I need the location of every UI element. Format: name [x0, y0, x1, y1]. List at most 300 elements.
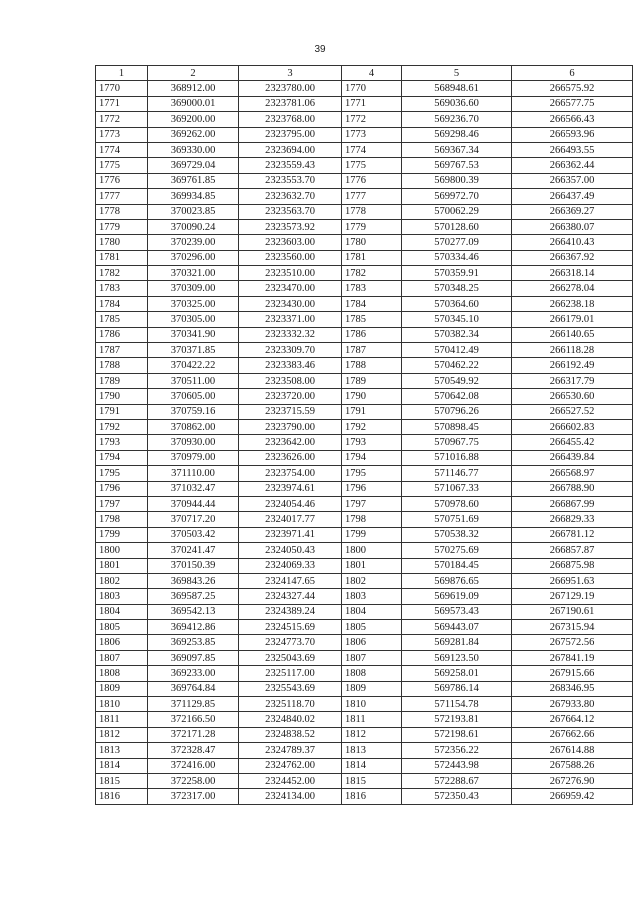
x-coordinate-cell: 571146.77 — [402, 466, 512, 481]
x-coordinate-cell: 370296.00 — [148, 250, 239, 265]
x-coordinate-cell: 370309.00 — [148, 281, 239, 296]
point-number-cell: 1787 — [96, 343, 148, 358]
x-coordinate-cell: 569443.07 — [402, 620, 512, 635]
x-coordinate-cell: 572350.43 — [402, 789, 512, 804]
point-number-cell: 1816 — [96, 789, 148, 804]
y-coordinate-cell: 267915.66 — [512, 666, 633, 681]
y-coordinate-cell: 268346.95 — [512, 681, 633, 696]
point-number-cell: 1783 — [96, 281, 148, 296]
x-coordinate-cell: 370090.24 — [148, 219, 239, 234]
x-coordinate-cell: 569298.46 — [402, 127, 512, 142]
point-number-cell: 1789 — [342, 373, 402, 388]
x-coordinate-cell: 572288.67 — [402, 773, 512, 788]
table-row — [96, 450, 633, 465]
x-coordinate-cell: 569767.53 — [402, 158, 512, 173]
column-header: 1 — [96, 66, 148, 81]
x-coordinate-cell: 569800.39 — [402, 173, 512, 188]
x-coordinate-cell: 369253.85 — [148, 635, 239, 650]
y-coordinate-cell: 266788.90 — [512, 481, 633, 496]
point-number-cell: 1779 — [342, 219, 402, 234]
x-coordinate-cell: 370422.22 — [148, 358, 239, 373]
point-number-cell: 1795 — [96, 466, 148, 481]
x-coordinate-cell: 570412.49 — [402, 343, 512, 358]
column-header: 2 — [148, 66, 239, 81]
point-number-cell: 1800 — [96, 543, 148, 558]
point-number-cell: 1782 — [342, 266, 402, 281]
x-coordinate-cell: 370717.20 — [148, 512, 239, 527]
y-coordinate-cell: 267572.56 — [512, 635, 633, 650]
x-coordinate-cell: 370305.00 — [148, 312, 239, 327]
y-coordinate-cell: 267315.94 — [512, 620, 633, 635]
y-coordinate-cell: 2323626.00 — [239, 450, 342, 465]
y-coordinate-cell: 266317.79 — [512, 373, 633, 388]
table-row — [96, 81, 633, 96]
y-coordinate-cell: 266238.18 — [512, 296, 633, 311]
x-coordinate-cell: 372171.28 — [148, 727, 239, 742]
y-coordinate-cell: 2324389.24 — [239, 604, 342, 619]
y-coordinate-cell: 267588.26 — [512, 758, 633, 773]
y-coordinate-cell: 2324838.52 — [239, 727, 342, 742]
x-coordinate-cell: 369233.00 — [148, 666, 239, 681]
y-coordinate-cell: 266568.97 — [512, 466, 633, 481]
point-number-cell: 1786 — [96, 327, 148, 342]
point-number-cell: 1801 — [96, 558, 148, 573]
table-row — [96, 496, 633, 511]
y-coordinate-cell: 2323795.00 — [239, 127, 342, 142]
y-coordinate-cell: 2324452.00 — [239, 773, 342, 788]
x-coordinate-cell: 569258.01 — [402, 666, 512, 681]
point-number-cell: 1807 — [96, 650, 148, 665]
point-number-cell: 1796 — [96, 481, 148, 496]
point-number-cell: 1798 — [96, 512, 148, 527]
table-row — [96, 697, 633, 712]
x-coordinate-cell: 372317.00 — [148, 789, 239, 804]
point-number-cell: 1772 — [342, 112, 402, 127]
y-coordinate-cell: 2323694.00 — [239, 142, 342, 157]
table-row — [96, 419, 633, 434]
point-number-cell: 1804 — [342, 604, 402, 619]
point-number-cell: 1797 — [96, 496, 148, 511]
x-coordinate-cell: 570538.32 — [402, 527, 512, 542]
x-coordinate-cell: 370371.85 — [148, 343, 239, 358]
table-row — [96, 296, 633, 311]
point-number-cell: 1780 — [96, 235, 148, 250]
table-row — [96, 604, 633, 619]
y-coordinate-cell: 2323781.06 — [239, 96, 342, 111]
x-coordinate-cell: 369843.26 — [148, 573, 239, 588]
table-header-row — [96, 66, 633, 81]
y-coordinate-cell: 266867.99 — [512, 496, 633, 511]
point-number-cell: 1808 — [96, 666, 148, 681]
y-coordinate-cell: 266118.28 — [512, 343, 633, 358]
x-coordinate-cell: 570359.91 — [402, 266, 512, 281]
y-coordinate-cell: 266566.43 — [512, 112, 633, 127]
x-coordinate-cell: 569619.09 — [402, 589, 512, 604]
y-coordinate-cell: 2324147.65 — [239, 573, 342, 588]
table-row — [96, 281, 633, 296]
point-number-cell: 1815 — [342, 773, 402, 788]
table-row — [96, 373, 633, 388]
point-number-cell: 1805 — [342, 620, 402, 635]
table-row — [96, 681, 633, 696]
table-row — [96, 512, 633, 527]
point-number-cell: 1775 — [96, 158, 148, 173]
x-coordinate-cell: 570345.10 — [402, 312, 512, 327]
y-coordinate-cell: 266857.87 — [512, 543, 633, 558]
y-coordinate-cell: 267276.90 — [512, 773, 633, 788]
x-coordinate-cell: 370321.00 — [148, 266, 239, 281]
point-number-cell: 1816 — [342, 789, 402, 804]
x-coordinate-cell: 370341.90 — [148, 327, 239, 342]
y-coordinate-cell: 2323383.46 — [239, 358, 342, 373]
table-row — [96, 158, 633, 173]
point-number-cell: 1812 — [96, 727, 148, 742]
point-number-cell: 1776 — [342, 173, 402, 188]
point-number-cell: 1774 — [96, 142, 148, 157]
x-coordinate-cell: 369764.84 — [148, 681, 239, 696]
point-number-cell: 1777 — [96, 189, 148, 204]
point-number-cell: 1770 — [342, 81, 402, 96]
y-coordinate-cell: 266602.83 — [512, 419, 633, 434]
x-coordinate-cell: 570382.34 — [402, 327, 512, 342]
y-coordinate-cell: 2323780.00 — [239, 81, 342, 96]
point-number-cell: 1790 — [96, 389, 148, 404]
x-coordinate-cell: 371032.47 — [148, 481, 239, 496]
y-coordinate-cell: 2323790.00 — [239, 419, 342, 434]
point-number-cell: 1808 — [342, 666, 402, 681]
x-coordinate-cell: 570642.08 — [402, 389, 512, 404]
y-coordinate-cell: 266362.44 — [512, 158, 633, 173]
table-row — [96, 758, 633, 773]
point-number-cell: 1814 — [96, 758, 148, 773]
y-coordinate-cell: 2324017.77 — [239, 512, 342, 527]
y-coordinate-cell: 266493.55 — [512, 142, 633, 157]
x-coordinate-cell: 370979.00 — [148, 450, 239, 465]
y-coordinate-cell: 2324515.69 — [239, 620, 342, 635]
x-coordinate-cell: 369262.00 — [148, 127, 239, 142]
table-row — [96, 773, 633, 788]
y-coordinate-cell: 266369.27 — [512, 204, 633, 219]
point-number-cell: 1803 — [96, 589, 148, 604]
table-row — [96, 435, 633, 450]
point-number-cell: 1805 — [96, 620, 148, 635]
point-number-cell: 1789 — [96, 373, 148, 388]
y-coordinate-cell: 2324054.46 — [239, 496, 342, 511]
y-coordinate-cell: 266875.98 — [512, 558, 633, 573]
x-coordinate-cell: 572356.22 — [402, 743, 512, 758]
y-coordinate-cell: 2323573.92 — [239, 219, 342, 234]
point-number-cell: 1782 — [96, 266, 148, 281]
y-coordinate-cell: 2323470.00 — [239, 281, 342, 296]
x-coordinate-cell: 570967.75 — [402, 435, 512, 450]
x-coordinate-cell: 569876.65 — [402, 573, 512, 588]
table-row — [96, 650, 633, 665]
table-row — [96, 481, 633, 496]
table-row — [96, 112, 633, 127]
y-coordinate-cell: 2323603.00 — [239, 235, 342, 250]
x-coordinate-cell: 369330.00 — [148, 142, 239, 157]
y-coordinate-cell: 266959.42 — [512, 789, 633, 804]
y-coordinate-cell: 2323971.41 — [239, 527, 342, 542]
table-row — [96, 727, 633, 742]
x-coordinate-cell: 569236.70 — [402, 112, 512, 127]
point-number-cell: 1813 — [342, 743, 402, 758]
point-number-cell: 1800 — [342, 543, 402, 558]
point-number-cell: 1809 — [96, 681, 148, 696]
point-number-cell: 1778 — [96, 204, 148, 219]
y-coordinate-cell: 267662.66 — [512, 727, 633, 742]
y-coordinate-cell: 2323559.43 — [239, 158, 342, 173]
x-coordinate-cell: 570978.60 — [402, 496, 512, 511]
x-coordinate-cell: 571154.78 — [402, 697, 512, 712]
y-coordinate-cell: 266437.49 — [512, 189, 633, 204]
y-coordinate-cell: 267841.19 — [512, 650, 633, 665]
y-coordinate-cell: 266530.60 — [512, 389, 633, 404]
y-coordinate-cell: 2325117.00 — [239, 666, 342, 681]
table-row — [96, 327, 633, 342]
y-coordinate-cell: 2323553.70 — [239, 173, 342, 188]
x-coordinate-cell: 370759.16 — [148, 404, 239, 419]
point-number-cell: 1784 — [342, 296, 402, 311]
table-row — [96, 666, 633, 681]
point-number-cell: 1779 — [96, 219, 148, 234]
table-body — [96, 81, 633, 804]
x-coordinate-cell: 570364.60 — [402, 296, 512, 311]
point-number-cell: 1807 — [342, 650, 402, 665]
point-number-cell: 1804 — [96, 604, 148, 619]
x-coordinate-cell: 568948.61 — [402, 81, 512, 96]
y-coordinate-cell: 2323510.00 — [239, 266, 342, 281]
x-coordinate-cell: 570277.09 — [402, 235, 512, 250]
y-coordinate-cell: 266577.75 — [512, 96, 633, 111]
point-number-cell: 1787 — [342, 343, 402, 358]
point-number-cell: 1773 — [342, 127, 402, 142]
point-number-cell: 1793 — [96, 435, 148, 450]
y-coordinate-cell: 2324327.44 — [239, 589, 342, 604]
table-row — [96, 620, 633, 635]
point-number-cell: 1790 — [342, 389, 402, 404]
y-coordinate-cell: 2324773.70 — [239, 635, 342, 650]
table-row — [96, 543, 633, 558]
y-coordinate-cell: 266367.92 — [512, 250, 633, 265]
point-number-cell: 1781 — [96, 250, 148, 265]
x-coordinate-cell: 369412.86 — [148, 620, 239, 635]
point-number-cell: 1798 — [342, 512, 402, 527]
x-coordinate-cell: 572193.81 — [402, 712, 512, 727]
x-coordinate-cell: 372416.00 — [148, 758, 239, 773]
y-coordinate-cell: 266410.43 — [512, 235, 633, 250]
y-coordinate-cell: 266527.52 — [512, 404, 633, 419]
point-number-cell: 1781 — [342, 250, 402, 265]
table-row — [96, 712, 633, 727]
y-coordinate-cell: 266455.42 — [512, 435, 633, 450]
table-row — [96, 312, 633, 327]
point-number-cell: 1797 — [342, 496, 402, 511]
point-number-cell: 1785 — [96, 312, 148, 327]
y-coordinate-cell: 267664.12 — [512, 712, 633, 727]
y-coordinate-cell: 266140.65 — [512, 327, 633, 342]
y-coordinate-cell: 2325543.69 — [239, 681, 342, 696]
y-coordinate-cell: 2325118.70 — [239, 697, 342, 712]
y-coordinate-cell: 2323563.70 — [239, 204, 342, 219]
y-coordinate-cell: 266192.49 — [512, 358, 633, 373]
point-number-cell: 1813 — [96, 743, 148, 758]
x-coordinate-cell: 372258.00 — [148, 773, 239, 788]
point-number-cell: 1795 — [342, 466, 402, 481]
table-row — [96, 389, 633, 404]
point-number-cell: 1785 — [342, 312, 402, 327]
y-coordinate-cell: 266278.04 — [512, 281, 633, 296]
table-row — [96, 558, 633, 573]
table-row — [96, 250, 633, 265]
point-number-cell: 1791 — [342, 404, 402, 419]
y-coordinate-cell: 2325043.69 — [239, 650, 342, 665]
point-number-cell: 1771 — [342, 96, 402, 111]
point-number-cell: 1810 — [96, 697, 148, 712]
y-coordinate-cell: 266829.33 — [512, 512, 633, 527]
point-number-cell: 1794 — [96, 450, 148, 465]
point-number-cell: 1815 — [96, 773, 148, 788]
y-coordinate-cell: 2323720.00 — [239, 389, 342, 404]
x-coordinate-cell: 569036.60 — [402, 96, 512, 111]
table-row — [96, 466, 633, 481]
y-coordinate-cell: 266575.92 — [512, 81, 633, 96]
table-row — [96, 266, 633, 281]
y-coordinate-cell: 2323632.70 — [239, 189, 342, 204]
point-number-cell: 1784 — [96, 296, 148, 311]
point-number-cell: 1778 — [342, 204, 402, 219]
x-coordinate-cell: 569972.70 — [402, 189, 512, 204]
y-coordinate-cell: 2323754.00 — [239, 466, 342, 481]
x-coordinate-cell: 369587.25 — [148, 589, 239, 604]
y-coordinate-cell: 2324050.43 — [239, 543, 342, 558]
point-number-cell: 1799 — [342, 527, 402, 542]
x-coordinate-cell: 570462.22 — [402, 358, 512, 373]
point-number-cell: 1802 — [342, 573, 402, 588]
point-number-cell: 1777 — [342, 189, 402, 204]
y-coordinate-cell: 2323371.00 — [239, 312, 342, 327]
y-coordinate-cell: 266380.07 — [512, 219, 633, 234]
page-number: 39 — [314, 44, 326, 55]
x-coordinate-cell: 569281.84 — [402, 635, 512, 650]
y-coordinate-cell: 266593.96 — [512, 127, 633, 142]
point-number-cell: 1794 — [342, 450, 402, 465]
x-coordinate-cell: 570898.45 — [402, 419, 512, 434]
point-number-cell: 1780 — [342, 235, 402, 250]
x-coordinate-cell: 370239.00 — [148, 235, 239, 250]
x-coordinate-cell: 569367.34 — [402, 142, 512, 157]
point-number-cell: 1793 — [342, 435, 402, 450]
table-row — [96, 404, 633, 419]
y-coordinate-cell: 267190.61 — [512, 604, 633, 619]
y-coordinate-cell: 2323642.00 — [239, 435, 342, 450]
table-row — [96, 204, 633, 219]
point-number-cell: 1812 — [342, 727, 402, 742]
table-row — [96, 189, 633, 204]
x-coordinate-cell: 369729.04 — [148, 158, 239, 173]
coordinate-table — [95, 65, 633, 805]
x-coordinate-cell: 369934.85 — [148, 189, 239, 204]
point-number-cell: 1770 — [96, 81, 148, 96]
x-coordinate-cell: 570348.25 — [402, 281, 512, 296]
point-number-cell: 1796 — [342, 481, 402, 496]
point-number-cell: 1788 — [96, 358, 148, 373]
y-coordinate-cell: 2323309.70 — [239, 343, 342, 358]
table-row — [96, 343, 633, 358]
table-row — [96, 219, 633, 234]
table-row — [96, 789, 633, 804]
x-coordinate-cell: 372166.50 — [148, 712, 239, 727]
x-coordinate-cell: 571067.33 — [402, 481, 512, 496]
point-number-cell: 1773 — [96, 127, 148, 142]
y-coordinate-cell: 2323715.59 — [239, 404, 342, 419]
y-coordinate-cell: 266439.84 — [512, 450, 633, 465]
x-coordinate-cell: 570128.60 — [402, 219, 512, 234]
point-number-cell: 1774 — [342, 142, 402, 157]
x-coordinate-cell: 569123.50 — [402, 650, 512, 665]
y-coordinate-cell: 266318.14 — [512, 266, 633, 281]
y-coordinate-cell: 2323560.00 — [239, 250, 342, 265]
table-row — [96, 573, 633, 588]
x-coordinate-cell: 368912.00 — [148, 81, 239, 96]
table-row — [96, 635, 633, 650]
point-number-cell: 1801 — [342, 558, 402, 573]
point-number-cell: 1806 — [342, 635, 402, 650]
point-number-cell: 1811 — [96, 712, 148, 727]
point-number-cell: 1811 — [342, 712, 402, 727]
point-number-cell: 1776 — [96, 173, 148, 188]
point-number-cell: 1799 — [96, 527, 148, 542]
x-coordinate-cell: 570796.26 — [402, 404, 512, 419]
y-coordinate-cell: 2324789.37 — [239, 743, 342, 758]
column-header: 6 — [512, 66, 633, 81]
point-number-cell: 1771 — [96, 96, 148, 111]
x-coordinate-cell: 369542.13 — [148, 604, 239, 619]
x-coordinate-cell: 570184.45 — [402, 558, 512, 573]
point-number-cell: 1809 — [342, 681, 402, 696]
x-coordinate-cell: 569786.14 — [402, 681, 512, 696]
table-row — [96, 589, 633, 604]
y-coordinate-cell: 2323768.00 — [239, 112, 342, 127]
x-coordinate-cell: 570062.29 — [402, 204, 512, 219]
point-number-cell: 1792 — [96, 419, 148, 434]
x-coordinate-cell: 370930.00 — [148, 435, 239, 450]
y-coordinate-cell: 267933.80 — [512, 697, 633, 712]
x-coordinate-cell: 570334.46 — [402, 250, 512, 265]
y-coordinate-cell: 2323508.00 — [239, 373, 342, 388]
table-row — [96, 235, 633, 250]
x-coordinate-cell: 369000.01 — [148, 96, 239, 111]
point-number-cell: 1775 — [342, 158, 402, 173]
point-number-cell: 1806 — [96, 635, 148, 650]
table-row — [96, 142, 633, 157]
table-row — [96, 743, 633, 758]
x-coordinate-cell: 369200.00 — [148, 112, 239, 127]
x-coordinate-cell: 570751.69 — [402, 512, 512, 527]
point-number-cell: 1788 — [342, 358, 402, 373]
y-coordinate-cell: 2324762.00 — [239, 758, 342, 773]
y-coordinate-cell: 2324069.33 — [239, 558, 342, 573]
table-row — [96, 527, 633, 542]
x-coordinate-cell: 370511.00 — [148, 373, 239, 388]
column-header: 3 — [239, 66, 342, 81]
x-coordinate-cell: 370605.00 — [148, 389, 239, 404]
x-coordinate-cell: 571016.88 — [402, 450, 512, 465]
point-number-cell: 1814 — [342, 758, 402, 773]
x-coordinate-cell: 370150.39 — [148, 558, 239, 573]
column-header: 4 — [342, 66, 402, 81]
point-number-cell: 1810 — [342, 697, 402, 712]
